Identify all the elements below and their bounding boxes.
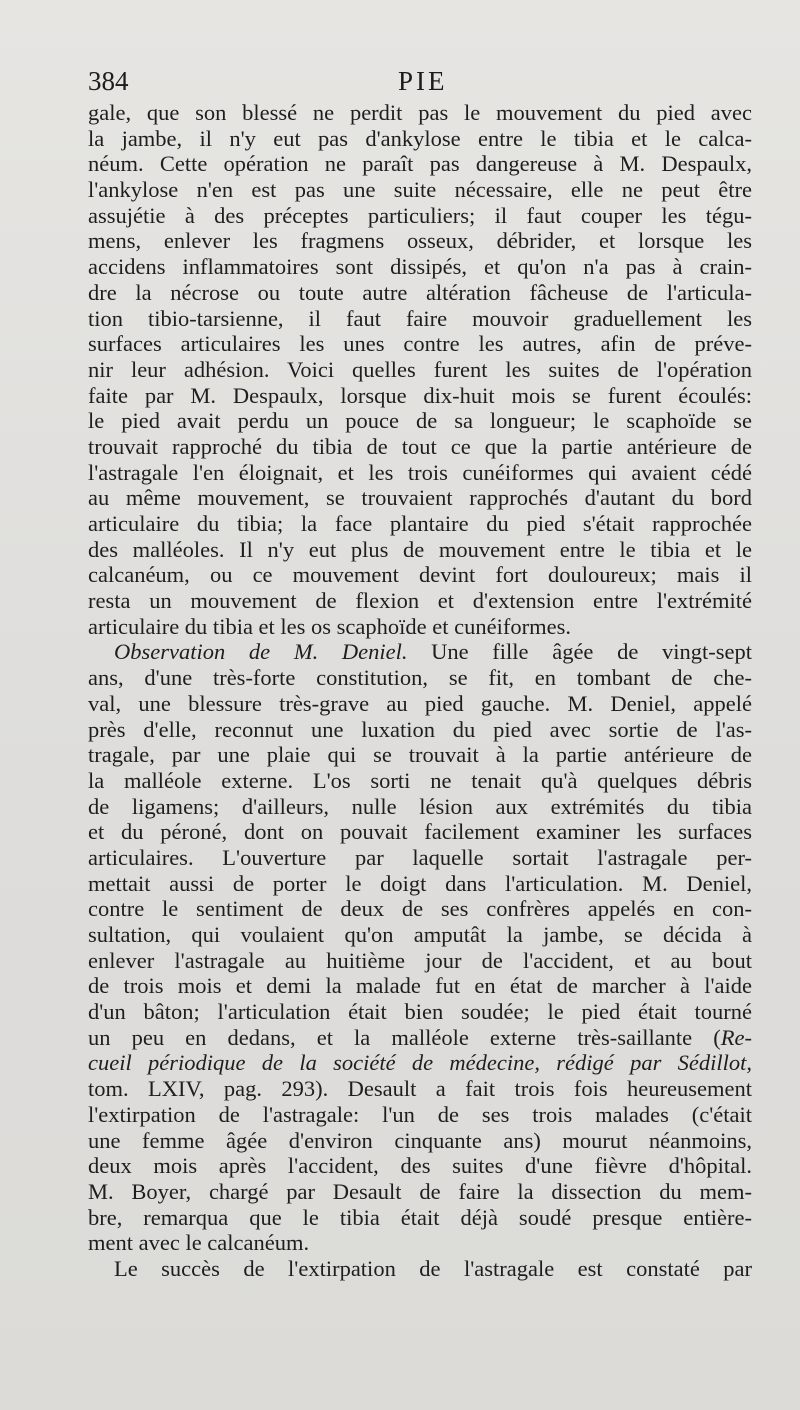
text-segment: trouvait rapproché du tibia de tout ce que la partie antérieure de	[88, 433, 752, 459]
text-line	[88, 537, 752, 563]
text-line	[88, 383, 752, 409]
text-line	[88, 922, 752, 948]
text-segment: bre, remarqua que le tibia était déjà soudé presque entière-	[88, 1204, 752, 1230]
text-segment: près d'elle, reconnut une luxation du pied avec sortie de l'as-	[88, 716, 752, 742]
page-number: 384	[88, 66, 129, 96]
text-line	[88, 151, 752, 177]
text-segment: assujétie à des préceptes particuliers; il faut couper les tégu-	[88, 202, 752, 228]
text-line	[88, 408, 752, 434]
text-segment: calcanéum, ou ce mouvement devint fort douloureux; mais il	[88, 562, 752, 588]
text-segment: gale, que son blessé ne perdit pas le mouvement du pied avec	[88, 100, 752, 125]
body-text	[88, 100, 752, 1282]
text-segment: enlever l'astragale au huitième jour de l'accident, et au bout	[88, 947, 752, 973]
text-line	[88, 871, 752, 897]
text-segment: contre le sentiment de deux de ses confrères appelés en con-	[88, 896, 752, 922]
text-line	[88, 768, 752, 794]
text-segment: M. Boyer, chargé par Desault de faire la dissection du mem-	[88, 1178, 752, 1204]
text-segment: articulaires. L'ouverture par laquelle sortait l'astragale per-	[88, 844, 752, 870]
text-segment: l'extirpation de l'astragale: l'un de ses trois malades (c'était	[88, 1101, 752, 1127]
text-segment: mens, enlever les fragmens osseux, débrider, et lorsque les	[88, 228, 752, 254]
text-segment: l'ankylose n'en est pas une suite nécessaire, elle ne peut être	[88, 177, 752, 203]
text-segment: tragale, par une plaie qui se trouvait à la partie antérieure de	[88, 742, 752, 768]
text-segment: un peu en dedans, et la malléole externe très-saillante (	[88, 1024, 721, 1050]
text-segment: d'un bâton; l'articulation était bien soudée; le pied était tourné	[88, 999, 752, 1025]
text-line	[88, 1256, 752, 1282]
text-line	[88, 1025, 752, 1051]
text-segment: de ligamens; d'ailleurs, nulle lésion aux extrémités du tibia	[88, 793, 752, 819]
text-line	[88, 460, 752, 486]
text-segment: accidens inflammatoires sont dissipés, et qu'on n'a pas à crain-	[88, 254, 752, 280]
text-line	[88, 331, 752, 357]
text-line	[88, 948, 752, 974]
running-title: PIE	[398, 66, 448, 96]
text-segment: surfaces articulaires les unes contre les autres, afin de préve-	[88, 331, 752, 357]
text-segment: de trois mois et demi la malade fut en état de marcher à l'aide	[88, 973, 752, 999]
text-line	[88, 1179, 752, 1205]
text-line	[88, 1153, 752, 1179]
text-segment: ment avec le calcanéum.	[88, 1230, 310, 1256]
text-segment: ans, d'une très-forte constitution, se fit, en tombant de che-	[88, 665, 752, 691]
italic-text-segment: Observation de M. Deniel.	[114, 639, 408, 665]
text-segment: resta un mouvement de flexion et d'extension entre l'extrémité	[88, 588, 752, 614]
page-header	[88, 64, 752, 98]
text-segment: mettait aussi de porter le doigt dans l'articulation. M. Deniel,	[88, 870, 752, 896]
text-segment: le pied avait perdu un pouce de sa longueur; le scaphoïde se	[88, 408, 752, 434]
text-line	[88, 1205, 752, 1231]
text-line	[88, 562, 752, 588]
text-segment: articulaire du tibia et les os scaphoïde et cunéiformes.	[88, 613, 571, 639]
text-line	[88, 639, 752, 665]
text-line	[88, 742, 752, 768]
text-segment: tom. LXIV, pag. 293). Desault a fait trois fois heureusement	[88, 1076, 752, 1102]
text-line	[88, 588, 752, 614]
text-segment: nir leur adhésion. Voici quelles furent les suites de l'opération	[88, 356, 752, 382]
text-line	[88, 1076, 752, 1102]
text-line	[88, 203, 752, 229]
text-line	[88, 717, 752, 743]
text-line	[88, 511, 752, 537]
italic-text-segment: cueil périodique de la société de médecine, rédigé par Sédillot,	[88, 1050, 752, 1076]
text-segment: faite par M. Despaulx, lorsque dix-huit mois se furent écoulés:	[88, 382, 752, 408]
text-line	[88, 845, 752, 871]
text-line	[88, 100, 752, 126]
text-line	[88, 126, 752, 152]
text-line	[88, 485, 752, 511]
text-line	[88, 1230, 752, 1256]
text-segment: néum. Cette opération ne paraît pas dangereuse à M. Despaulx,	[88, 151, 752, 177]
text-line	[88, 280, 752, 306]
text-segment: dre la nécrose ou toute autre altération fâcheuse de l'articula-	[88, 279, 752, 305]
text-segment: Le succès de l'extirpation de l'astragale est constaté par	[114, 1255, 752, 1281]
text-segment: sultation, qui voulaient qu'on amputât la jambe, se décida à	[88, 922, 752, 947]
text-line	[88, 228, 752, 254]
text-segment: Une fille âgée de vingt-sept	[407, 639, 752, 665]
text-line	[88, 999, 752, 1025]
text-line	[88, 819, 752, 845]
text-line	[88, 1128, 752, 1154]
text-line	[88, 614, 752, 640]
text-line	[88, 1102, 752, 1128]
text-segment: une femme âgée d'environ cinquante ans) mourut néanmoins,	[88, 1127, 752, 1153]
text-line	[88, 665, 752, 691]
text-line	[88, 434, 752, 460]
text-segment: la malléole externe. L'os sorti ne tenait qu'à quelques débris	[88, 767, 752, 793]
text-segment: tion tibio-tarsienne, il faut faire mouvoir graduellement les	[88, 305, 752, 331]
text-segment: val, une blessure très-grave au pied gauche. M. Deniel, appelé	[88, 690, 752, 716]
text-line	[88, 306, 752, 332]
text-segment: deux mois après l'accident, des suites d'une fièvre d'hôpital.	[88, 1153, 752, 1179]
text-line	[88, 1050, 752, 1076]
text-line	[88, 254, 752, 280]
text-line	[88, 357, 752, 383]
text-segment: et du péroné, dont on pouvait facilement examiner les surfaces	[88, 819, 752, 845]
text-line	[88, 794, 752, 820]
text-segment: l'astragale l'en éloignait, et les trois cunéiformes qui avaient cédé	[88, 459, 752, 485]
text-segment: la jambe, il n'y eut pas d'ankylose entre le tibia et le calca-	[88, 125, 752, 151]
italic-text-segment: Re-	[720, 1024, 752, 1050]
text-segment: articulaire du tibia; la face plantaire du pied s'était rapprochée	[88, 511, 752, 536]
text-line	[88, 177, 752, 203]
text-segment: des malléoles. Il n'y eut plus de mouvement entre le tibia et le	[88, 536, 752, 562]
text-line	[88, 691, 752, 717]
text-line	[88, 973, 752, 999]
text-segment: au même mouvement, se trouvaient rapprochés d'autant du bord	[88, 485, 752, 511]
text-line	[88, 896, 752, 922]
